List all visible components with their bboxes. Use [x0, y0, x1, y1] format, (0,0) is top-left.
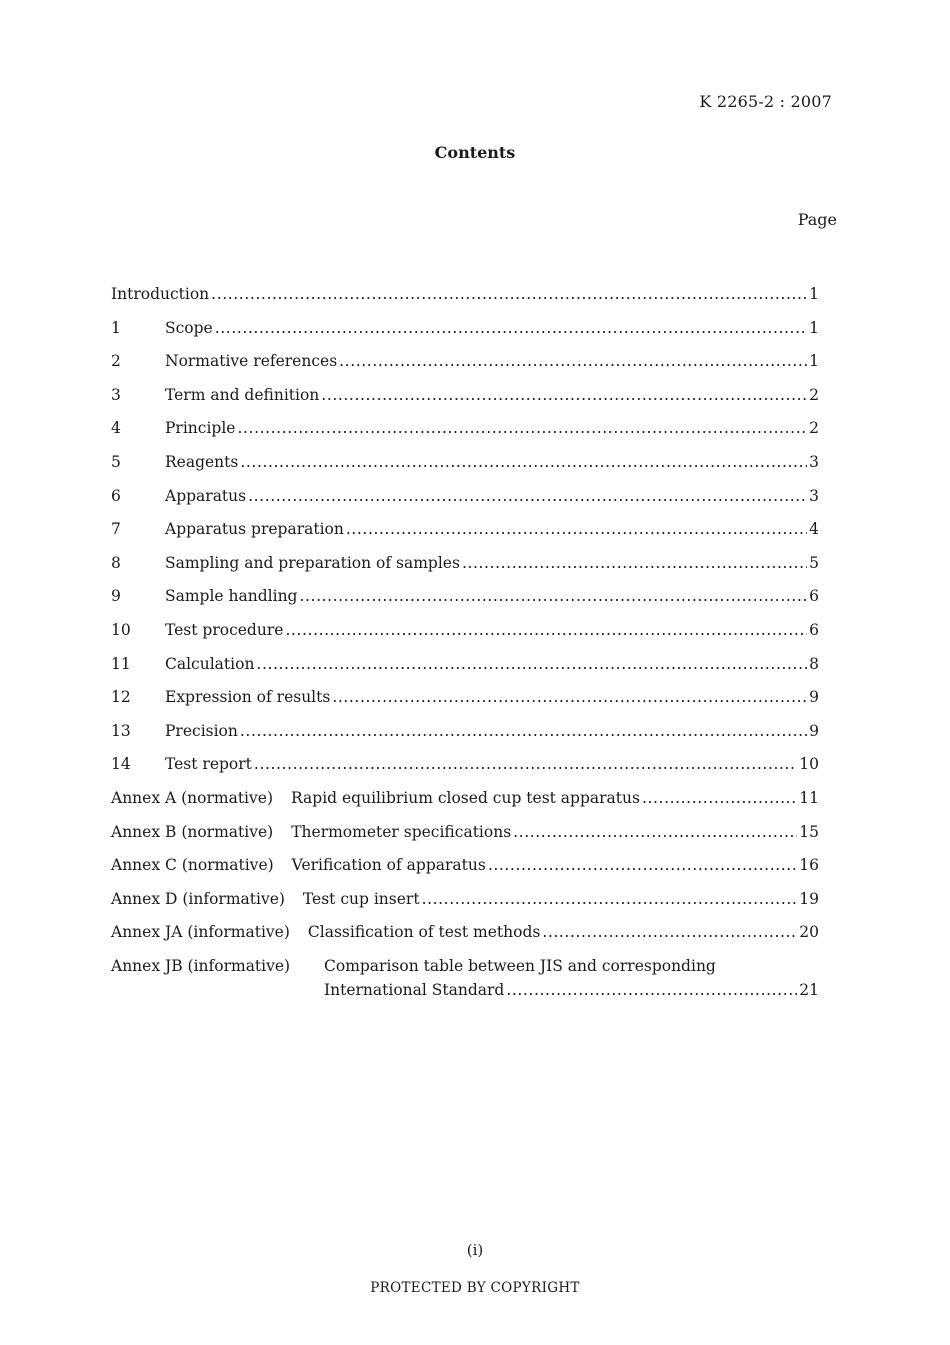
toc-annex-list	[111, 789, 819, 957]
toc-page-number: 4	[809, 520, 819, 539]
toc-entry[interactable]	[111, 520, 819, 554]
toc-leader-dots	[299, 587, 807, 605]
toc-annex-entry[interactable]	[111, 856, 819, 890]
toc-entry-title: Precision	[165, 721, 238, 740]
toc-leader-dots	[237, 419, 807, 437]
toc-page-number: 15	[799, 822, 819, 841]
page-column-label: Page	[797, 210, 837, 229]
table-of-contents	[111, 285, 819, 1005]
toc-entry[interactable]	[111, 554, 819, 588]
toc-page-number: 2	[809, 419, 819, 438]
toc-page-number: 1	[809, 318, 819, 337]
toc-leader-dots	[248, 487, 807, 505]
toc-page-number: 9	[809, 721, 819, 740]
toc-annex-label: Annex JA (informative)	[111, 923, 290, 942]
toc-annex-entry[interactable]	[111, 789, 819, 823]
toc-annex-title-line2: International Standard	[324, 980, 505, 999]
toc-entry-title: Reagents	[165, 452, 239, 471]
toc-entry[interactable]	[111, 487, 819, 521]
toc-entry[interactable]	[111, 755, 819, 789]
toc-entry[interactable]	[111, 285, 819, 319]
toc-leader-dots	[211, 285, 807, 303]
toc-leader-dots	[215, 319, 807, 337]
toc-clause-number: 4	[111, 419, 121, 438]
toc-annex-title: Verification of apparatus	[291, 856, 486, 875]
toc-leader-dots	[346, 520, 807, 538]
toc-clause-number: 2	[111, 352, 121, 371]
toc-page-number: 16	[799, 856, 819, 875]
toc-clause-number: 3	[111, 385, 121, 404]
toc-page-number: 11	[799, 788, 819, 807]
toc-entry-title: Test report	[165, 755, 252, 774]
toc-leader-dots	[240, 722, 807, 740]
toc-clause-number: 1	[111, 318, 121, 337]
toc-entry-title: Apparatus preparation	[165, 520, 344, 539]
toc-annex-entry[interactable]	[111, 823, 819, 857]
toc-annex-label: Annex D (informative)	[111, 889, 285, 908]
toc-leader-dots	[285, 621, 807, 639]
toc-page-number: 1	[809, 285, 819, 303]
toc-clause-number: 8	[111, 553, 121, 572]
toc-leader-dots	[339, 352, 807, 370]
toc-leader-dots	[332, 688, 807, 706]
toc-page-number: 2	[809, 385, 819, 404]
toc-clause-number: 13	[111, 721, 131, 740]
toc-annex-title: Rapid equilibrium closed cup test apparatus	[291, 788, 640, 807]
toc-clause-number: 5	[111, 452, 121, 471]
toc-entry-title: Apparatus	[165, 486, 247, 505]
toc-page-number: 8	[809, 654, 819, 673]
toc-leader-dots	[542, 923, 797, 941]
toc-entry[interactable]	[111, 621, 819, 655]
toc-page-number: 19	[799, 889, 819, 908]
toc-clause-number: 10	[111, 620, 131, 639]
toc-leader-dots	[256, 655, 807, 673]
toc-annex-title: Thermometer specifications	[291, 822, 512, 841]
toc-leader-dots	[462, 554, 807, 572]
standard-identifier: K 2265-2 : 2007	[699, 92, 832, 111]
toc-annex-entry[interactable]	[111, 923, 819, 957]
toc-entry[interactable]	[111, 419, 819, 453]
toc-clause-number: 14	[111, 755, 131, 774]
toc-page-number: 6	[809, 620, 819, 639]
toc-leader-dots	[506, 981, 797, 999]
toc-clause-number: 6	[111, 486, 121, 505]
toc-page-number: 3	[809, 486, 819, 505]
toc-clause-number: 11	[111, 654, 131, 673]
toc-entry-title: Sampling and preparation of samples	[165, 553, 460, 572]
toc-leader-dots	[422, 890, 798, 908]
page-title: Contents	[434, 143, 516, 162]
toc-entry-title: Test procedure	[165, 620, 284, 639]
toc-entry-title: Sample handling	[165, 587, 298, 606]
toc-clause-number: 7	[111, 520, 121, 539]
toc-clause-number: 9	[111, 587, 121, 606]
toc-entry-title: Expression of results	[165, 688, 331, 707]
toc-page-number: 9	[809, 688, 819, 707]
toc-entry[interactable]	[111, 319, 819, 353]
toc-annex-title-line1: Comparison table between JIS and corresponding	[324, 956, 716, 975]
toc-leader-dots	[642, 789, 797, 807]
toc-clause-list	[111, 285, 819, 789]
toc-annex-label: Annex C (normative)	[111, 856, 274, 875]
toc-leader-dots	[488, 856, 797, 874]
toc-leader-dots	[254, 755, 797, 773]
toc-page-number: 1	[809, 352, 819, 371]
copyright-notice: PROTECTED BY COPYRIGHT	[370, 1280, 580, 1296]
toc-entry-title: Term and definition	[165, 385, 320, 404]
toc-annex-label: Annex JB (informative)	[111, 956, 291, 975]
toc-entry[interactable]	[111, 453, 819, 487]
toc-entry-title: Introduction	[111, 285, 210, 303]
toc-page-number: 5	[809, 553, 819, 572]
toc-page-number: 10	[799, 755, 819, 774]
toc-entry[interactable]	[111, 352, 819, 386]
toc-annex-title: Classification of test methods	[307, 923, 541, 942]
toc-leader-dots	[240, 453, 807, 471]
toc-entry[interactable]	[111, 386, 819, 420]
toc-entry-annex-jb[interactable]	[111, 957, 819, 1005]
toc-clause-number: 12	[111, 688, 131, 707]
toc-entry-title: Normative references	[165, 352, 338, 371]
toc-entry-title: Scope	[165, 318, 213, 337]
toc-entry-title: Principle	[165, 419, 236, 438]
page-number: (i)	[466, 1241, 484, 1259]
toc-annex-title: Test cup insert	[302, 889, 420, 908]
toc-annex-label: Annex B (normative)	[111, 822, 274, 841]
toc-entry[interactable]	[111, 688, 819, 722]
toc-page-number: 20	[799, 923, 819, 942]
toc-page-number: 3	[809, 452, 819, 471]
toc-annex-entry[interactable]	[111, 890, 819, 924]
toc-page-number: 21	[799, 980, 819, 999]
toc-leader-dots	[513, 823, 797, 841]
toc-entry[interactable]	[111, 722, 819, 756]
toc-entry[interactable]	[111, 587, 819, 621]
toc-entry[interactable]	[111, 655, 819, 689]
toc-annex-label: Annex A (normative)	[111, 788, 273, 807]
toc-leader-dots	[321, 386, 807, 404]
toc-page-number: 6	[809, 587, 819, 606]
toc-entry-title: Calculation	[165, 654, 255, 673]
